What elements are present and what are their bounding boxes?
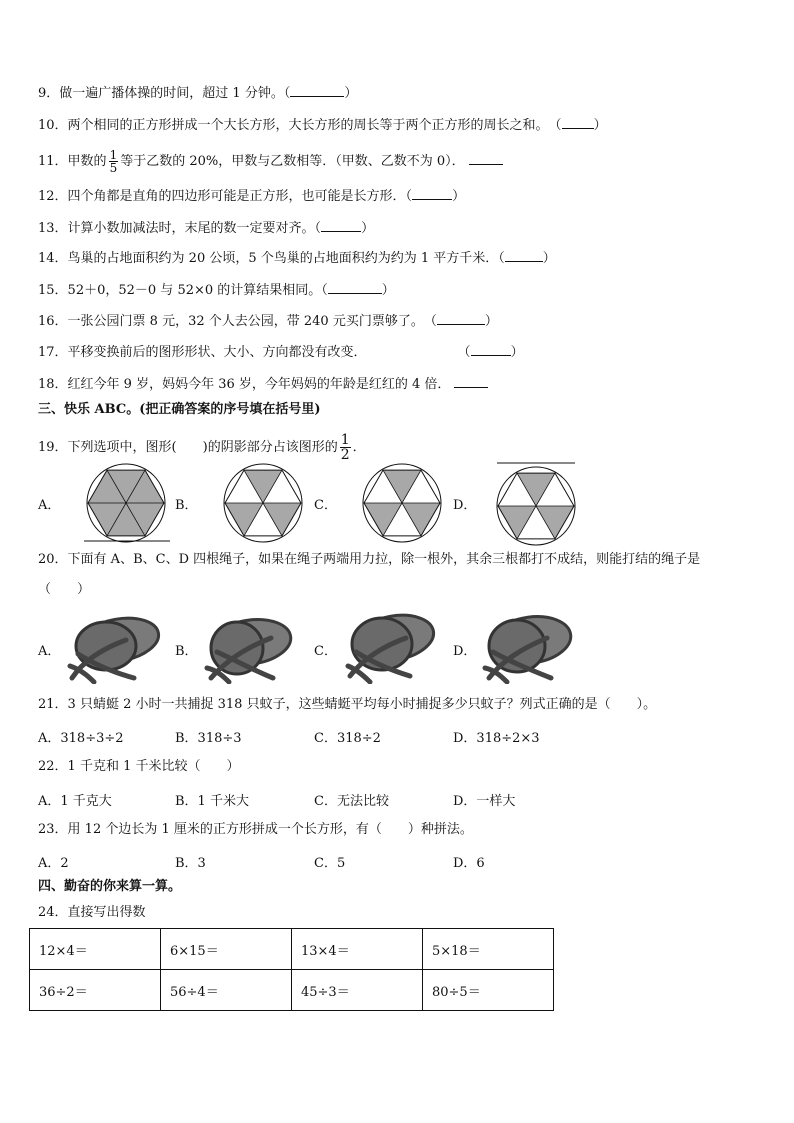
question-24: [38, 904, 146, 922]
question-text: 四个角都是直角的四边形可能是正方形，也可能是长方形．（: [67, 189, 413, 204]
q20-option-a[interactable]: [38, 608, 188, 688]
question-20: [38, 551, 700, 569]
calc-cell[interactable]: 56÷4＝: [161, 970, 292, 1011]
question-pre: 下列选项中，图形( )的阴影部分占该图形的: [67, 440, 338, 455]
fraction-denominator: 5: [109, 161, 118, 175]
calc-cell[interactable]: 12×4＝: [30, 929, 161, 970]
rope-knot-d: [479, 608, 577, 684]
question-21: [38, 696, 656, 714]
question-number: 19．: [38, 440, 68, 455]
question-pre: 甲数的: [67, 154, 107, 169]
option-label: D．: [453, 644, 477, 659]
q23-choice-b[interactable]: B．3: [175, 856, 206, 871]
answer-blank[interactable]: [290, 83, 344, 97]
question-17: [38, 342, 524, 362]
hexagon-figure-b: [197, 458, 317, 548]
question-15: [38, 280, 395, 300]
question-text: 下面有 A、B、C、D 四根绳子，如果在绳子两端用力拉，除一根外，其余三根都打不成结，则能打结的绳子是: [67, 552, 701, 567]
question-text: 两个相同的正方形拼成一个大长方形，大长方形的周长等于两个正方形的周长之和。 （: [67, 118, 562, 133]
calculation-table: [29, 928, 554, 1011]
question-post: ．: [352, 440, 366, 455]
question-13: [38, 218, 374, 238]
question-number: 21．: [38, 697, 68, 712]
question-text: 52＋0，52－0 与 52×0 的计算结果相同。（: [67, 283, 328, 298]
section-4-title: 四、勤奋的你来算一算。: [38, 879, 182, 894]
question-close: ）: [593, 118, 607, 133]
question-number: 13．: [38, 221, 68, 236]
question-close: ）: [381, 283, 395, 298]
question-text: 计算小数加减法时，末尾的数一定要对齐。（: [67, 221, 322, 236]
q23-choice-c[interactable]: C．5: [314, 856, 346, 871]
rope-knot-a: [64, 608, 162, 684]
q23-choice-a[interactable]: A．2: [38, 856, 69, 871]
calc-cell[interactable]: 45÷3＝: [292, 970, 423, 1011]
calc-cell[interactable]: 80÷5＝: [423, 970, 554, 1011]
question-text: 3 只蜻蜓 2 小时一共捕捉 318 只蚊子，这些蜻蜓平均每小时捕捉多少只蚊子？列式正确的是（ ）。: [67, 697, 657, 712]
option-label: B．: [175, 498, 198, 513]
question-10: [38, 115, 607, 135]
q21-choice-b[interactable]: B．318÷3: [175, 731, 242, 746]
answer-blank[interactable]: [437, 311, 485, 325]
question-number: 22．: [38, 759, 68, 774]
question-number: 18．: [38, 377, 68, 392]
fraction-numerator: 1: [109, 148, 118, 162]
q23-choice-d[interactable]: D．6: [453, 856, 485, 871]
rope-knot-b: [201, 608, 299, 684]
option-label: A．: [38, 498, 61, 513]
table-row: [30, 970, 554, 1011]
hexagon-figure-a: [60, 458, 180, 548]
q21-choices: [38, 727, 758, 747]
question-close: ）: [452, 189, 466, 204]
question-text: 平移变换前后的图形形状、大小、方向都没有改变． （: [67, 345, 471, 360]
q22-choice-c[interactable]: C．无法比较: [314, 794, 389, 809]
q21-choice-c[interactable]: C．318÷2: [314, 731, 381, 746]
fraction-numerator: 1: [340, 432, 350, 448]
answer-blank[interactable]: [412, 186, 452, 200]
answer-blank[interactable]: [505, 248, 543, 262]
answer-blank[interactable]: [469, 151, 503, 165]
question-text: 红红今年 9 岁，妈妈今年 36 岁，今年妈妈的年龄是红红的 4 倍．: [67, 377, 451, 392]
answer-blank[interactable]: [321, 218, 361, 232]
question-number: 12．: [38, 189, 68, 204]
answer-blank[interactable]: [562, 115, 594, 129]
q19-option-a[interactable]: [38, 458, 198, 558]
hexagon-figure-d: [475, 458, 595, 548]
answer-blank[interactable]: [454, 374, 488, 388]
question-number: 11．: [38, 154, 68, 169]
fraction-denominator: 2: [340, 447, 350, 463]
q22-choice-d[interactable]: D．一样大: [453, 794, 516, 809]
question-text: 用 12 个边长为 1 厘米的正方形拼成一个长方形，有（ ）种拼法。: [67, 822, 473, 837]
q23-choices: [38, 852, 758, 872]
question-close: ）: [361, 221, 375, 236]
question-number: 16．: [38, 314, 68, 329]
question-text: 1 千克和 1 千米比较（ ）: [67, 759, 240, 774]
q22-choice-b[interactable]: B．1 千米大: [175, 794, 249, 809]
q19-options: [38, 458, 758, 558]
question-number: 20．: [38, 552, 68, 567]
question-20-cont: （ ）: [38, 582, 91, 597]
question-12: [38, 186, 465, 206]
option-label: A．: [38, 644, 61, 659]
q19-option-b[interactable]: [175, 458, 335, 558]
question-number: 10．: [38, 118, 68, 133]
fraction: [109, 149, 119, 174]
q22-choices: [38, 790, 758, 810]
q19-option-d[interactable]: [453, 458, 613, 558]
rope-knot-c: [340, 608, 438, 684]
question-16: [38, 311, 498, 331]
question-number: 24．: [38, 905, 68, 920]
question-close: ）: [542, 251, 556, 266]
section-3-title: 三、快乐 ABC。(把正确答案的序号填在括号里): [38, 402, 321, 417]
question-close: ）: [344, 86, 358, 101]
answer-blank[interactable]: [471, 342, 511, 356]
question-close: ）: [484, 314, 498, 329]
option-label: C．: [314, 498, 337, 513]
question-number: 17．: [38, 345, 68, 360]
question-text: 鸟巢的占地面积约为 20 公顷，5 个鸟巢的占地面积约为约为 1 平方千米．（: [67, 251, 505, 266]
question-18: [38, 374, 488, 394]
question-number: 14．: [38, 251, 68, 266]
question-number: 23．: [38, 822, 68, 837]
q19-option-c[interactable]: [314, 458, 477, 558]
option-label: D．: [453, 498, 477, 513]
calc-cell[interactable]: 6×15＝: [161, 929, 292, 970]
q20-option-c[interactable]: [314, 608, 464, 688]
question-post: 等于乙数的 20%，甲数与乙数相等．（甲数、乙数不为 0）．: [120, 154, 465, 169]
answer-blank[interactable]: [328, 280, 382, 294]
q20-options: [38, 608, 758, 688]
calc-cell[interactable]: 5×18＝: [423, 929, 554, 970]
question-14: [38, 248, 556, 268]
question-text: 一张公园门票 8 元，32 个人去公园，带 240 元买门票够了。 （: [67, 314, 437, 329]
question-text: 直接写出得数: [67, 905, 146, 920]
calc-cell[interactable]: 36÷2＝: [30, 970, 161, 1011]
question-text: 做一遍广播体操的时间，超过 1 分钟。（: [59, 86, 291, 101]
question-9: [38, 83, 357, 103]
question-23: [38, 821, 473, 839]
calc-cell[interactable]: 13×4＝: [292, 929, 423, 970]
q21-choice-d[interactable]: D．318÷2×3: [453, 731, 540, 746]
option-label: C．: [314, 644, 337, 659]
q21-choice-a[interactable]: A．318÷3÷2: [38, 731, 124, 746]
question-22: [38, 758, 240, 776]
question-close: ）: [510, 345, 524, 360]
hexagon-figure-c: [336, 458, 456, 548]
q20-option-b[interactable]: [175, 608, 325, 688]
q22-choice-a[interactable]: A．1 千克大: [38, 794, 112, 809]
q20-option-d[interactable]: [453, 608, 603, 688]
table-row: [30, 929, 554, 970]
question-number: 9．: [38, 86, 60, 101]
question-11: [38, 149, 503, 174]
question-number: 15．: [38, 283, 68, 298]
option-label: B．: [175, 644, 198, 659]
